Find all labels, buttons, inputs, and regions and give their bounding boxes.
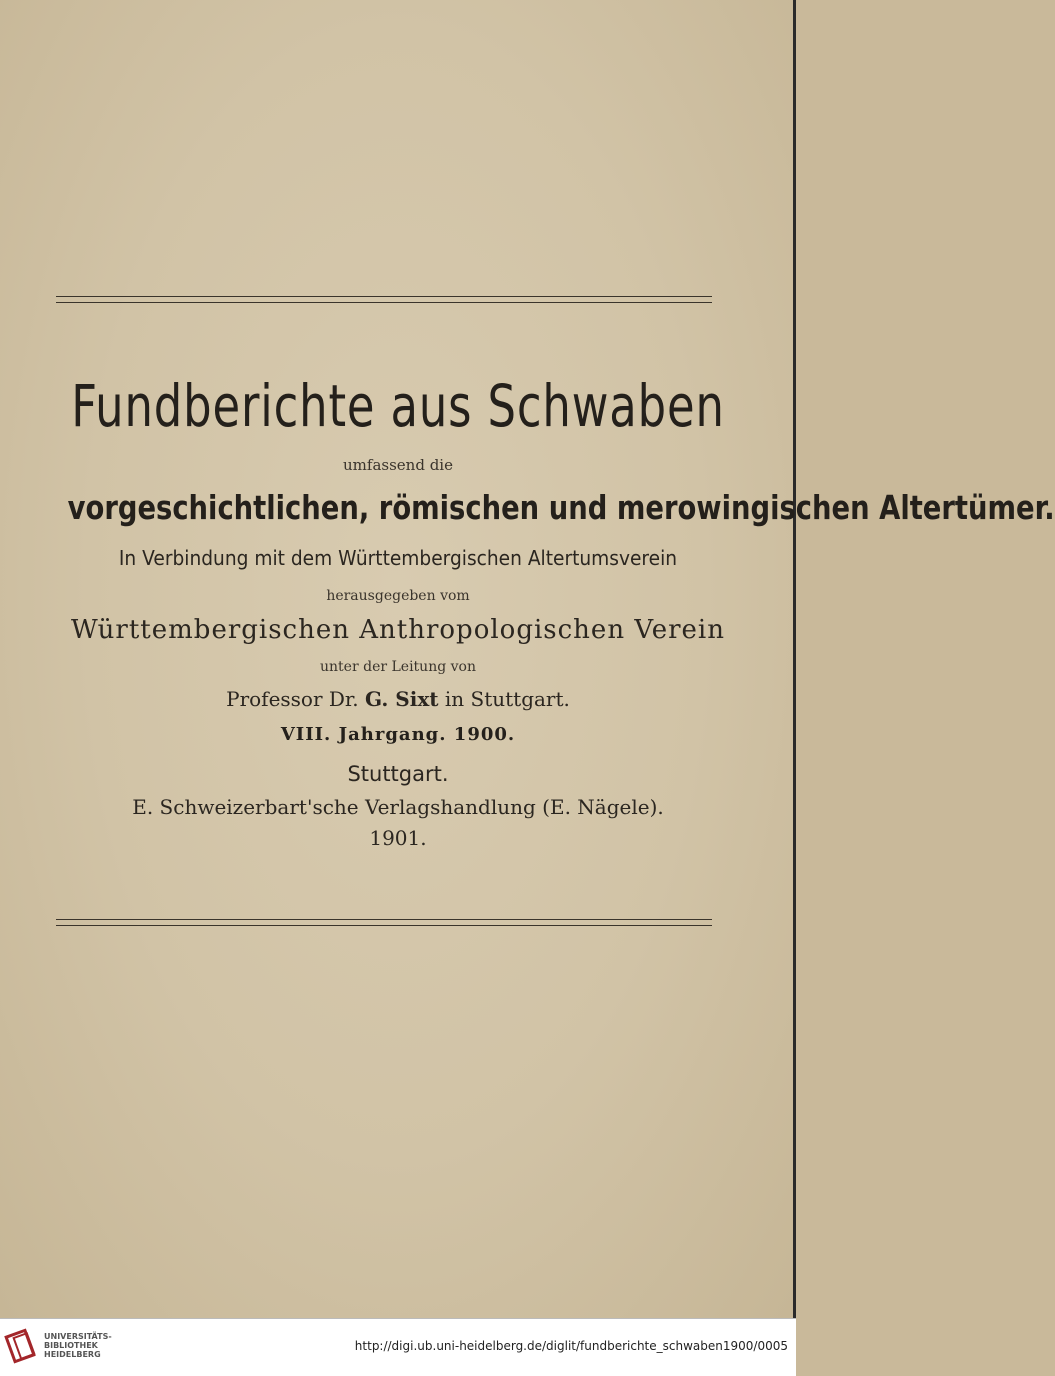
editor-prefix: Professor Dr. — [226, 687, 366, 711]
top-rule — [56, 296, 712, 303]
association-name: Württembergischen Anthropologischen Verein — [71, 615, 725, 645]
subtitle-line-3: In Verbindung mit dem Württembergischen Altertumsverein — [118, 546, 678, 570]
editor-line — [0, 687, 796, 711]
document-title: Fundberichte aus Schwaben — [71, 372, 725, 440]
subtitle-line-2: vorgeschichtlichen, römischen und merowingischen Altertümer. — [67, 488, 1055, 527]
library-logo-text: UNIVERSITÄTS- BIBLIOTHEK HEIDELBERG — [44, 1332, 112, 1359]
editor-name: G. Sixt — [365, 687, 439, 711]
publication-year: 1901. — [369, 826, 427, 850]
subtitle-line-1: umfassend die — [343, 456, 453, 474]
bottom-rule — [56, 919, 712, 926]
publication-place: Stuttgart. — [347, 762, 449, 786]
viewer-footer — [0, 1318, 796, 1376]
library-logo-icon[interactable] — [8, 1327, 38, 1365]
editor-suffix: in Stuttgart. — [438, 687, 570, 711]
publisher-line: E. Schweizerbart'sche Verlagshandlung (E. Nägele). — [132, 795, 664, 819]
page-url-link[interactable]: http://digi.ub.uni-heidelberg.de/diglit/fundberichte_schwaben1900/0005 — [354, 1339, 788, 1353]
subtitle-line-4: herausgegeben vom — [326, 588, 470, 604]
volume-line: VIII. Jahrgang. 1900. — [280, 724, 516, 745]
subtitle-line-5: unter der Leitung von — [320, 659, 476, 675]
